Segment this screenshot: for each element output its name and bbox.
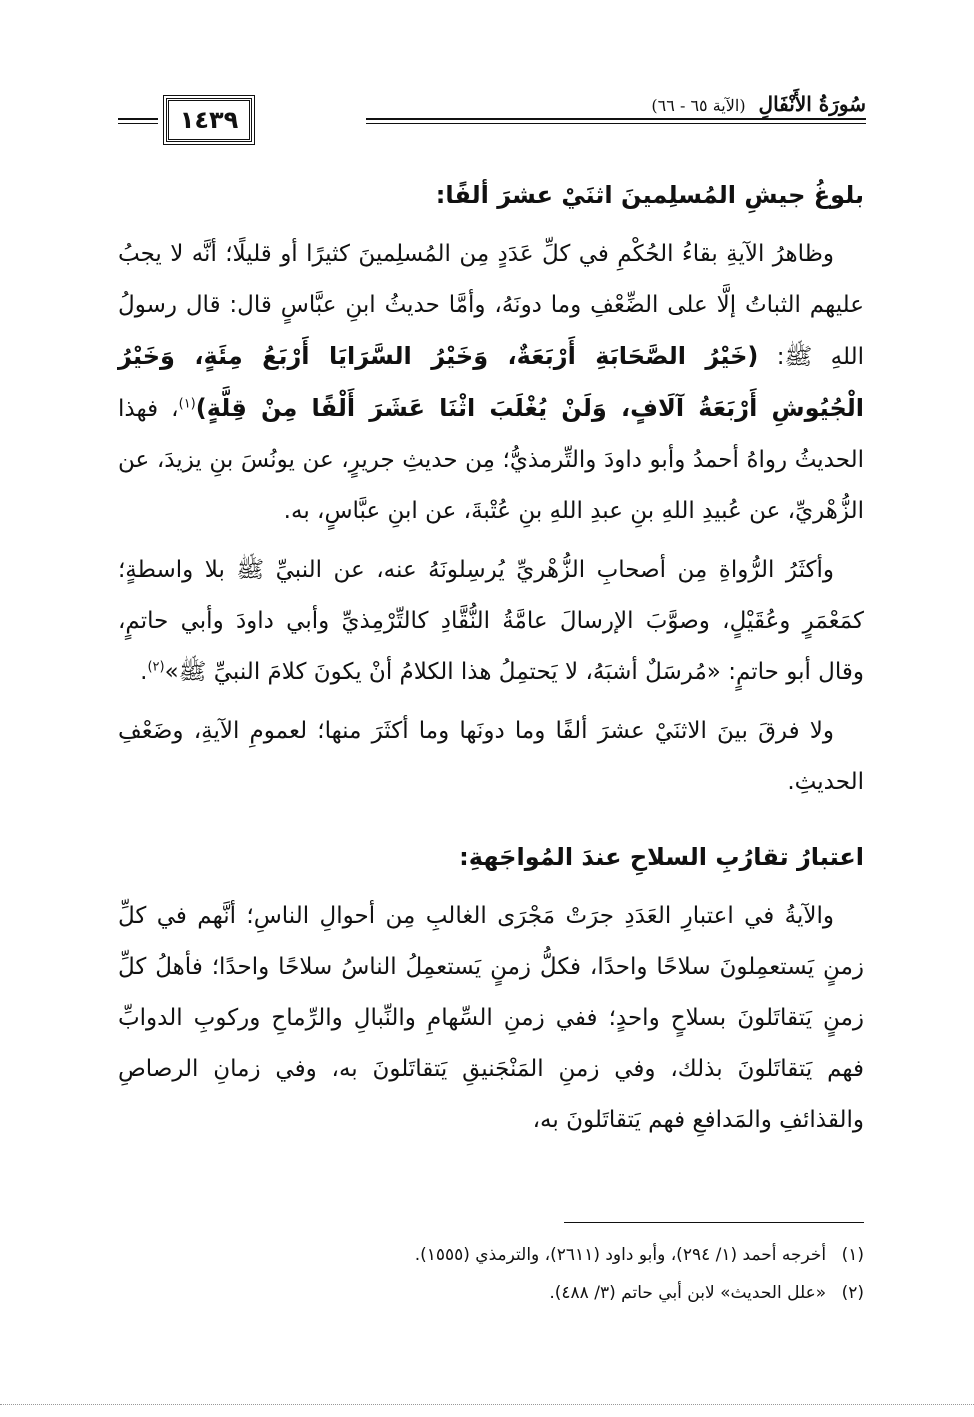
hadith-quote: (خَيْرُ الصَّحَابَةِ أَرْبَعَةٌ، وَخَيْرُ السَّرَايَا أَرْبَعُ مِئَةٍ، وَخَيْرُ الْجُيُوشِ أَرْبَعَةُ آلَافٍ، وَلَنْ يُغْلَبَ اثْنَا عَشَرَ أَلْفًا مِنْ قِلَّةٍ)	[118, 342, 865, 422]
footnote-marker[interactable]: (١)	[178, 396, 196, 412]
ayah-range: (الآية ٦٥ - ٦٦)	[651, 96, 746, 115]
section-heading: بلوغُ جيشِ المُسلِمينَ اثنَيْ عشرَ ألفًا:	[435, 181, 864, 209]
page-header	[118, 88, 866, 138]
paragraph: والآيةُ في اعتبارِ العَدَدِ جرَتْ مَجْرَى الغالبِ مِن أحوالِ الناسِ؛ أنَّهم في كلِّ زمنٍ يَستعمِلونَ سلاحًا واحدًا، فكلُّ زمنٍ يَستعمِلُ الناسُ سلاحًا واحدًا؛ فأهلُ كلِّ زمنٍ يَتقاتَلونَ بسلاحٍ واحدٍ؛ ففي زمنِ السِّهامِ والنِّبالِ والرِّماحِ وركوبِ الدوابِّ فهم يَتقاتَلونَ بذلك، وفي زمنِ المَنْجَنيقِ يَتقاتَلونَ به، وفي زمانِ الرصاصِ والقذائفِ والمَدافعِ فهم يَتقاتَلونَ به،	[118, 903, 864, 1133]
header-rule	[366, 118, 866, 124]
footnote-marker[interactable]: (٢)	[147, 659, 165, 675]
footnote	[118, 1236, 864, 1274]
paragraph-text: ، فهذا الحديثُ رواهُ أحمدُ وأبو داودَ والتِّرمذيُّ؛ مِن حديثِ جريرٍ، عن يونُسَ بنِ يزيدَ، عن الزُّهْريِّ، عن عُبيدِ اللهِ بنِ عبدِ اللهِ بنِ عُتْبةَ، عن ابنِ عبَّاسٍ، به.	[118, 396, 864, 524]
footnote-text: «علل الحديث» لابن أبي حاتم (٣/ ٤٨٨).	[549, 1283, 827, 1303]
footnote-text: أخرجه أحمد (١/ ٢٩٤)، وأبو داود (٢٦١١)، والترمذي (١٥٥٥).	[414, 1245, 827, 1265]
footnote-number: (١)	[841, 1245, 864, 1265]
footnotes	[118, 1236, 864, 1312]
paragraph-text: .	[140, 659, 148, 685]
section-heading: اعتبارُ تقارُبِ السلاحِ عندَ المُواجَهةِ:	[459, 843, 864, 871]
footnote-number: (٢)	[841, 1283, 864, 1303]
paragraph-text: وظاهرُ الآيةِ بقاءُ الحُكْمِ في كلِّ عَدَدٍ مِن المُسلِمينَ كثيرًا أو قليلًا؛ أنَّه لا يجبُ عليهم الثباتُ إلَّا على الضِّعْفِ وما دونَهُ، وأمَّا حديثُ ابنِ عبَّاسٍ قال: قال رسولُ اللهِ ﷺ:	[118, 241, 865, 370]
footnote	[118, 1274, 864, 1312]
surah-title: سُورَةُ الأَنْفَالِ	[758, 92, 866, 116]
scan-edge	[0, 1404, 974, 1405]
main-text	[118, 170, 864, 1146]
paragraph-text: وأكثَرُ الرُّواةِ مِن أصحابِ الزُّهْريِّ يُرسِلونَهُ عنه، عن النبيِّ ﷺ بلا واسطةٍ؛ كمَعْمَرٍ وعُقَيْلٍ، وصوَّبَ الإرسالَ عامَّةُ النُّقَّادِ كالتِّرْمِذيِّ وأبي داودَ وأبي حاتمٍ، وقال أبو حاتمٍ: «مُرسَلٌ أشبَهُ، لا يَحتمِلُ هذا الكلامُ أنْ يكونَ كلامَ النبيِّ ﷺ»	[118, 557, 864, 685]
footnote-separator	[564, 1222, 864, 1223]
running-title	[651, 92, 866, 116]
header-rule-short	[118, 118, 158, 124]
paragraph: ولا فرقَ بينَ الاثنَيْ عشرَ ألفًا وما دونَها وما أكثَرَ منها؛ لعمومِ الآيةِ، وضَعْفِ الحديثِ.	[118, 718, 864, 795]
page-number: ١٤٣٩	[166, 98, 252, 142]
paragraph	[118, 545, 864, 698]
paragraph	[118, 229, 864, 537]
